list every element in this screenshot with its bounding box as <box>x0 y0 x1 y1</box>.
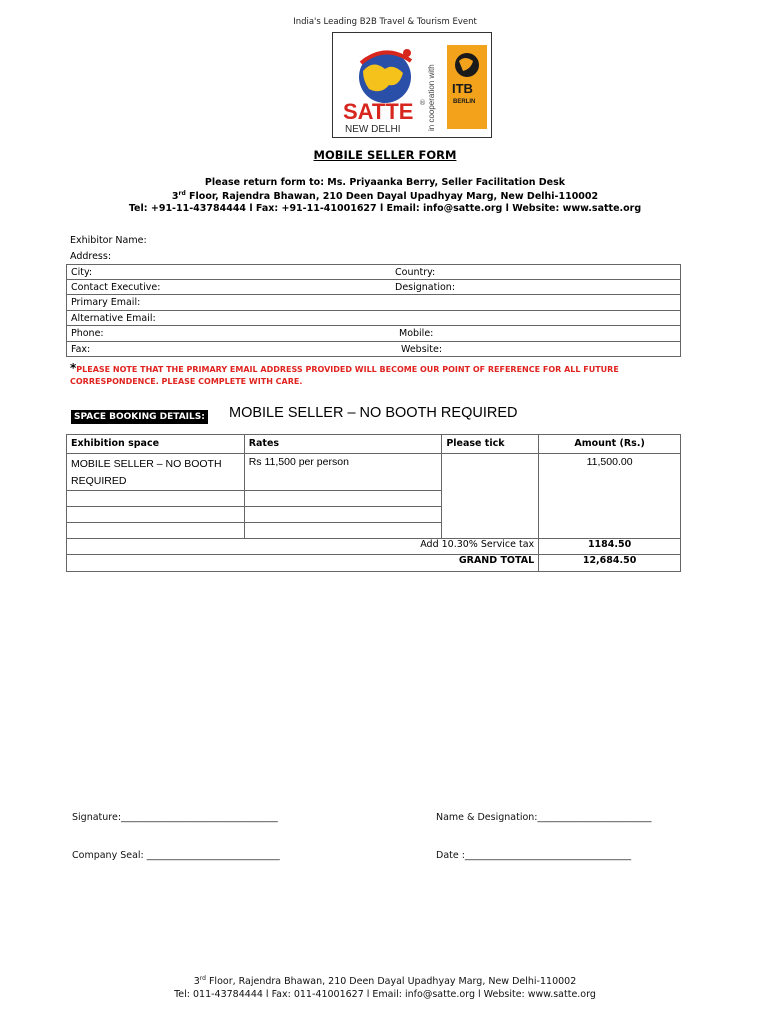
contact-line: Tel: +91-11-43784444 l Fax: +91-11-41001627 l Email: info@satte.org l Website: www.satte.org <box>128 203 642 214</box>
satte-logo-graphic <box>333 33 491 137</box>
service-tax-value: 1184.50 <box>539 539 681 555</box>
itb-text: ITB <box>452 81 473 96</box>
address-label: Address: <box>70 250 112 262</box>
empty-cell[interactable] <box>244 523 442 539</box>
event-tagline: India's Leading B2B Travel & Tourism Event <box>293 17 477 27</box>
header-exhibition-space: Exhibition space <box>67 435 245 454</box>
empty-cell[interactable] <box>67 491 245 507</box>
header-rates: Rates <box>244 435 442 454</box>
address-floor-num: 3 <box>171 191 179 203</box>
space-booking-title: MOBILE SELLER – NO BOOTH REQUIRED <box>229 405 518 421</box>
exhibitor-name-row[interactable] <box>66 233 681 249</box>
table-row <box>67 454 681 491</box>
empty-cell[interactable] <box>67 507 245 523</box>
country-label: Country: <box>395 267 436 278</box>
footer-contact: Tel: 011-43784444 l Fax: 011-41001627 l Email: info@satte.org l Website: www.satte.org <box>174 989 596 1000</box>
exhibitor-name-label: Exhibitor Name: <box>70 235 147 246</box>
return-to-line: Please return form to: Ms. Priyaanka Berry, Seller Facilitation Desk <box>204 177 566 188</box>
footer-floor-num: 3 <box>193 976 200 988</box>
phone-row[interactable] <box>66 326 681 342</box>
website-label: Website: <box>401 343 443 355</box>
footer-floor-sup: rd <box>199 975 206 982</box>
service-tax-label: Add 10.30% Service tax <box>67 539 539 555</box>
header-amount: Amount (Rs.) <box>539 435 681 454</box>
company-seal-line[interactable]: Company Seal: ____________________________ <box>72 850 280 861</box>
table-header-row <box>67 435 681 454</box>
city-row[interactable] <box>66 264 681 280</box>
note-text: PLEASE NOTE THAT THE PRIMARY EMAIL ADDRESS PROVIDED WILL BECOME OUR POINT OF REFERENCE FOR ALL FUTURE CORRESPONDENCE. PLEASE COMPLETE WITH CARE. <box>70 365 619 386</box>
empty-cell[interactable] <box>244 507 442 523</box>
primary-email-row[interactable] <box>66 295 681 311</box>
footer-address <box>0 975 770 987</box>
logo-brand: SATTE <box>343 99 414 124</box>
city-label: City: <box>71 267 93 278</box>
mobile-label: Mobile: <box>399 328 434 339</box>
row-amount: 11,500.00 <box>539 454 681 539</box>
fax-label: Fax: <box>71 343 91 355</box>
row-rate: Rs 11,500 per person <box>244 454 442 491</box>
designation-label: Designation: <box>395 281 456 293</box>
row-exhibition-space: MOBILE SELLER – NO BOOTH REQUIRED <box>67 454 245 491</box>
satte-logo <box>332 32 492 138</box>
empty-cell[interactable] <box>244 491 442 507</box>
grand-total-row <box>67 555 681 572</box>
address-rest: Floor, Rajendra Bhawan, 210 Deen Dayal Upadhyay Marg, New Delhi-110002 <box>185 191 599 203</box>
footer-address-rest: Floor, Rajendra Bhawan, 210 Deen Dayal Upadhyay Marg, New Delhi-110002 <box>205 976 577 988</box>
row-tick-cell[interactable] <box>442 454 539 539</box>
phone-label: Phone: <box>71 328 104 339</box>
signature-line[interactable]: Signature:_________________________________ <box>72 812 278 823</box>
address-floor-sup: rd <box>178 190 186 197</box>
logo-cooperation: in cooperation with <box>427 64 436 131</box>
alternative-email-label: Alternative Email: <box>71 312 156 324</box>
booking-table <box>66 434 681 572</box>
header-please-tick: Please tick <box>442 435 539 454</box>
exhibitor-details <box>66 233 681 357</box>
address-line <box>0 190 770 202</box>
fax-row[interactable] <box>66 342 681 358</box>
note-star: * <box>70 361 77 375</box>
grand-total-value: 12,684.50 <box>539 555 681 572</box>
service-tax-row <box>67 539 681 555</box>
grand-total-label: GRAND TOTAL <box>67 555 539 572</box>
primary-email-label: Primary Email: <box>71 297 141 308</box>
empty-cell[interactable] <box>67 523 245 539</box>
address-row[interactable] <box>66 249 681 265</box>
contact-executive-label: Contact Executive: <box>71 281 161 293</box>
primary-email-note <box>70 363 700 387</box>
itb-city: BERLIN <box>453 99 476 105</box>
alternative-email-row[interactable] <box>66 311 681 327</box>
logo-city: NEW DELHI <box>345 124 401 135</box>
name-designation-line[interactable]: Name & Designation:________________________ <box>436 812 652 823</box>
form-title: MOBILE SELLER FORM <box>313 148 457 162</box>
logo-registered: ® <box>419 99 426 107</box>
space-booking-label: SPACE BOOKING DETAILS: <box>71 410 208 424</box>
date-line[interactable]: Date :___________________________________ <box>436 850 632 861</box>
contact-executive-row[interactable] <box>66 280 681 296</box>
